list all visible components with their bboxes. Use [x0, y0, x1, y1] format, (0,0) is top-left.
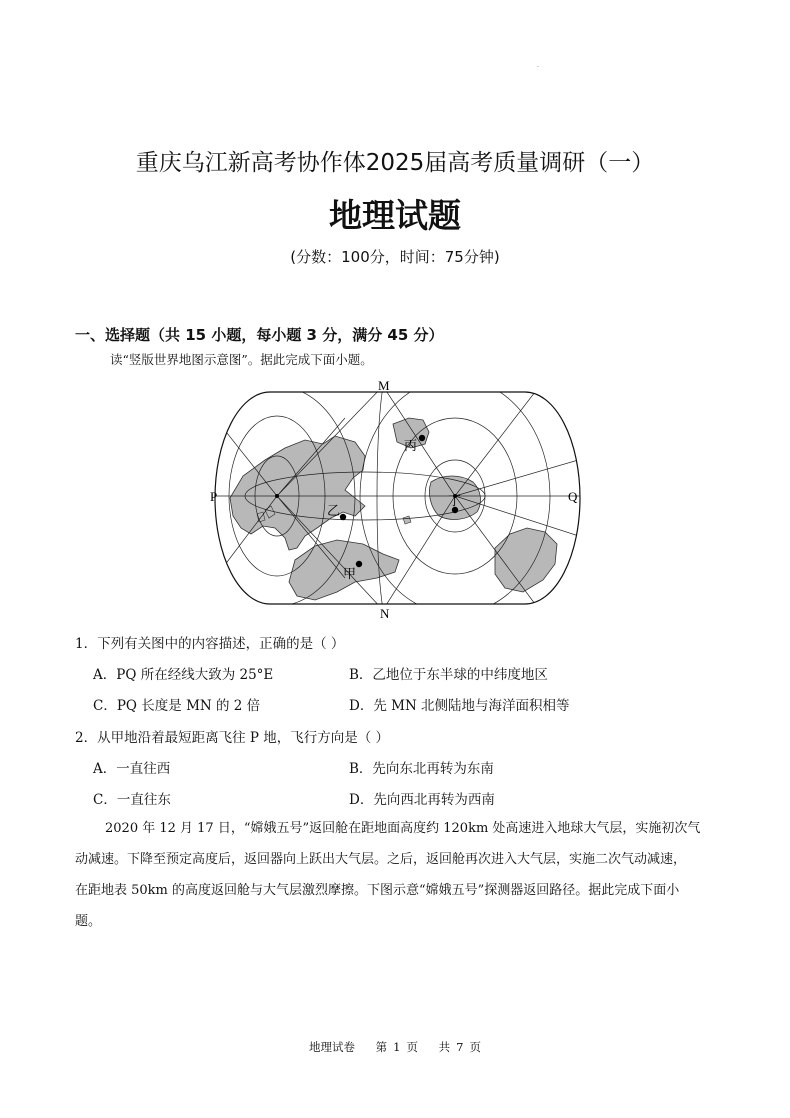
map-body	[205, 378, 585, 614]
label-bing: 丙	[404, 439, 418, 454]
footer-total-unit: 页	[469, 1040, 481, 1054]
question-1-option-c: C．PQ 长度是 MN 的 2 倍	[93, 698, 261, 714]
question-2-option-b: B．先向东北再转为东南	[349, 761, 494, 777]
exam-title: 重庆乌江新高考协作体2025届高考质量调研（一）	[135, 150, 655, 176]
footer-page-prefix: 第	[375, 1040, 388, 1054]
point-bing-marker	[419, 435, 425, 441]
footer-subject: 地理试卷	[309, 1040, 356, 1054]
section-heading: 一、选择题（共 15 小题，每小题 3 分，满分 45 分）	[75, 326, 444, 344]
point-yi-marker	[340, 514, 346, 520]
passage-line-2: 动减速。下降至预定高度后，返回器向上跃出大气层。之后，返回舱再次进入大气层，实施二次气动减速，	[75, 852, 687, 867]
passage-line-4: 题。	[75, 914, 102, 929]
question-2-option-a: A．一直往西	[93, 761, 171, 777]
point-jia-marker	[356, 561, 362, 567]
question-2-option-c: C．一直往东	[93, 792, 171, 808]
corner-mark: ·	[537, 64, 539, 71]
section-intro: 读“竖版世界地图示意图”。据此完成下面小题。	[110, 352, 373, 367]
exam-meta: (分数：100分，时间：75分钟)	[290, 248, 500, 266]
center-point-left	[275, 494, 279, 498]
label-n: N	[380, 606, 390, 618]
passage-line-3: 在距地表 50km 的高度返回舱与大气层激烈摩擦。下图示意“嫦娥五号”探测器返回路径。据此完成下面小	[75, 883, 680, 898]
question-2-stem: 2．从甲地沿着最短距离飞往 P 地，飞行方向是（ ）	[75, 730, 390, 746]
landmass-antarctica	[495, 528, 557, 592]
label-yi: 乙	[327, 504, 341, 519]
question-2-option-d: D．先向西北再转为西南	[349, 792, 495, 808]
question-1-option-b: B．乙地位于东半球的中纬度地区	[349, 667, 548, 683]
footer-page-number: 1	[393, 1040, 401, 1054]
question-1-stem: 1．下列有关图中的内容描述，正确的是（ ）	[75, 636, 345, 652]
label-p: P	[210, 489, 218, 504]
footer-total-prefix: 共	[438, 1040, 451, 1054]
footer-total-number: 7	[456, 1040, 464, 1054]
page-footer	[0, 1039, 790, 1055]
world-map-figure	[205, 378, 590, 618]
footer-page-unit: 页	[406, 1040, 418, 1054]
question-1-option-d: D．先 MN 北侧陆地与海洋面积相等	[349, 698, 570, 714]
passage-line-1: 2020 年 12 月 17 日，“嫦娥五号”返回舱在距地面高度约 120km 处高速进入地球大气层，实施初次气	[105, 821, 701, 836]
subject-title: 地理试题	[329, 196, 461, 235]
landmass-eurasia	[230, 436, 365, 550]
question-1-option-a: A．PQ 所在经线大致为 25°E	[93, 667, 274, 683]
label-m: M	[378, 378, 390, 393]
label-ding: 丁	[448, 494, 462, 509]
label-jia: 甲	[343, 567, 357, 582]
label-q: Q	[568, 489, 578, 504]
